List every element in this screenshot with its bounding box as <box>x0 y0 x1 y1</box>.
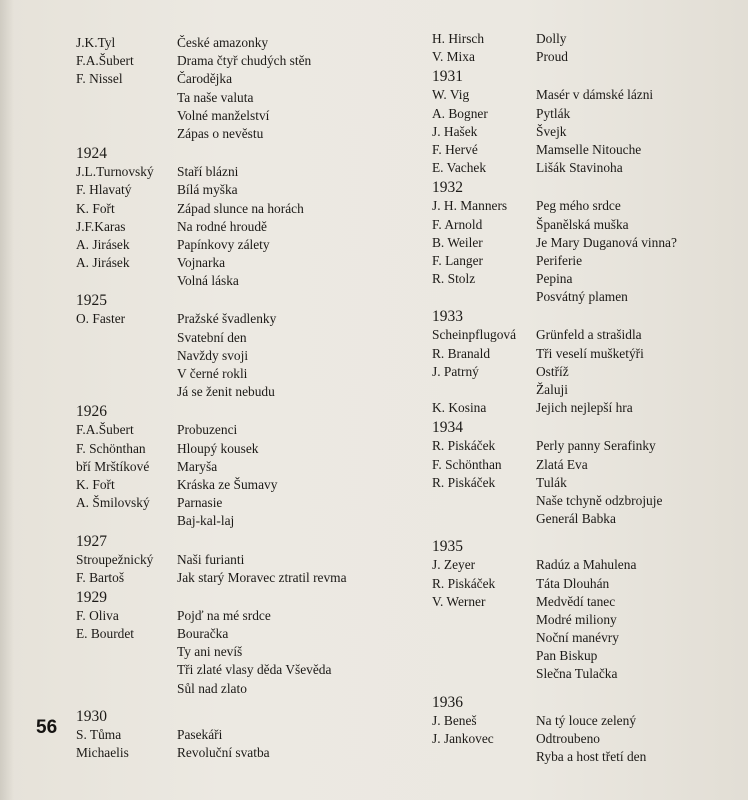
play-entry <box>432 456 588 474</box>
entry-author: R. Piskáček <box>432 474 496 490</box>
entry-author: Michaelis <box>76 745 129 760</box>
entry-title: Španělská muška <box>536 216 629 232</box>
play-entry <box>432 345 644 363</box>
entry-author: H. Hirsch <box>432 31 485 46</box>
entry-title: Zlatá Eva <box>536 456 588 472</box>
year-heading: 1930 <box>76 707 107 725</box>
play-entry <box>76 744 270 762</box>
spacer <box>432 528 463 536</box>
entry-title: Já se ženit nebudu <box>177 384 275 400</box>
entry-title: Posvátný plamen <box>536 289 628 305</box>
entry-author: V. Werner <box>432 593 486 609</box>
entry-title: Pan Biskup <box>536 648 598 664</box>
entry-title: Probuzenci <box>177 422 238 438</box>
entry-title: Švejk <box>536 123 567 139</box>
play-entry <box>432 288 628 306</box>
play-entry <box>432 593 616 611</box>
play-entry <box>76 476 278 494</box>
play-entry <box>432 86 654 104</box>
entry-title: Peg mého srdce <box>536 198 621 214</box>
entry-author: R. Branald <box>432 345 491 361</box>
play-entry <box>76 551 245 569</box>
entry-title: Modré miliony <box>536 611 617 627</box>
entry-title: Táta Dlouhán <box>536 575 610 591</box>
entry-author: Stroupežnický <box>76 551 154 567</box>
entry-title: Masér v dámské lázni <box>536 87 654 103</box>
entry-author: F.A.Šubert <box>76 53 134 69</box>
entry-author: F. Hervé <box>432 141 478 157</box>
play-entry <box>76 236 270 254</box>
entry-author: F.A.Šubert <box>76 422 134 438</box>
play-entry <box>76 70 233 88</box>
entry-author: A. Bogner <box>432 105 488 121</box>
entry-title: Staří blázni <box>177 164 239 180</box>
year-heading: 1924 <box>76 145 107 163</box>
right-column <box>432 30 677 766</box>
entry-author: A. Šmilovský <box>76 495 150 511</box>
play-entry <box>76 458 218 476</box>
play-entry <box>76 661 332 679</box>
entry-title: Naši furianti <box>177 551 245 567</box>
year-heading: 1931 <box>432 68 463 86</box>
entry-title: Kráska ze Šumavy <box>177 476 278 492</box>
entry-title: Radúz a Mahulena <box>536 557 637 573</box>
entry-title: Mamselle Nitouche <box>536 141 642 157</box>
year-heading: 1927 <box>76 532 107 550</box>
play-entry <box>432 748 647 766</box>
play-entry <box>432 363 569 381</box>
entry-title: Papínkovy zálety <box>177 236 270 252</box>
play-entry <box>432 474 567 492</box>
entry-author: F. Arnold <box>432 216 483 232</box>
entry-author: R. Piskáček <box>432 575 496 591</box>
year-heading: 1932 <box>432 179 463 197</box>
year-heading: 1935 <box>432 538 463 556</box>
entry-title: Je Mary Duganová vinna? <box>536 234 677 250</box>
entry-title: Medvědí tanec <box>536 593 616 609</box>
entry-author: A. Jirásek <box>76 236 130 252</box>
play-entry <box>76 125 264 143</box>
entry-title: Ostříž <box>536 363 569 379</box>
play-entry <box>76 107 270 125</box>
play-entry <box>432 556 637 574</box>
entry-title: Vojnarka <box>177 255 226 271</box>
entry-title: Slečna Tulačka <box>536 666 618 682</box>
entry-title: Bílá myška <box>177 182 238 198</box>
play-entry <box>432 510 616 528</box>
play-entry <box>432 326 642 344</box>
entry-title: Naše tchyně odzbrojuje <box>536 492 663 508</box>
play-entry <box>432 437 656 455</box>
play-entry <box>76 383 275 401</box>
play-entry <box>432 141 642 159</box>
play-entry <box>76 163 239 181</box>
entry-title: Maryša <box>177 458 218 474</box>
entry-author: bří Mrštíkové <box>76 458 150 474</box>
play-entry <box>432 575 610 593</box>
play-entry <box>432 399 633 417</box>
entry-author: K. Fořt <box>76 476 115 492</box>
year-heading: 1926 <box>76 403 107 421</box>
entry-title: Lišák Stavinoha <box>536 160 623 176</box>
entry-title: Ta naše valuta <box>177 89 254 105</box>
play-entry <box>432 270 573 288</box>
play-entry <box>76 625 229 643</box>
entry-title: Pytlák <box>536 105 571 121</box>
play-entry <box>432 730 600 748</box>
play-entry <box>432 234 677 252</box>
entry-title: Žaluji <box>536 382 568 397</box>
entry-author: J.F.Karas <box>76 218 126 234</box>
entry-author: F. Bartoš <box>76 569 125 585</box>
entry-author: R. Stolz <box>432 271 476 287</box>
play-entry <box>76 347 249 365</box>
entry-title: Západ slunce na horách <box>177 200 304 216</box>
page-gutter-shadow <box>0 0 14 800</box>
play-entry <box>76 421 238 439</box>
year-heading: 1934 <box>432 419 463 437</box>
entry-author: F. Schönthan <box>76 440 146 456</box>
entry-title: Ty ani nevíš <box>177 644 243 660</box>
play-entry <box>432 665 618 683</box>
play-entry <box>432 30 567 48</box>
year-heading: 1933 <box>432 308 463 326</box>
play-entry <box>76 365 248 383</box>
entry-title: Tři veselí mušketýři <box>536 345 644 361</box>
play-entry <box>432 381 568 399</box>
entry-title: Grünfeld a strašidla <box>536 327 642 343</box>
entry-author: F. Oliva <box>76 607 119 623</box>
entry-title: Sůl nad zlato <box>177 680 247 696</box>
entry-title: Zápas o nevěstu <box>177 125 264 141</box>
play-entry <box>432 105 571 123</box>
entry-author: K. Fořt <box>76 200 115 216</box>
entry-author: J. H. Manners <box>432 198 508 214</box>
entry-title: Baj-kal-laj <box>177 513 235 529</box>
entry-author: B. Weiler <box>432 234 483 250</box>
entry-author: E. Bourdet <box>76 626 135 642</box>
play-entry <box>432 123 567 141</box>
play-entry <box>76 329 247 347</box>
entry-author: A. Jirásek <box>76 255 130 271</box>
year-heading: 1936 <box>432 693 463 711</box>
entry-title: Volné manželství <box>177 107 270 123</box>
play-entry <box>432 492 663 510</box>
entry-title: Pražské švadlenky <box>177 311 277 327</box>
entry-title: České amazonky <box>177 35 269 50</box>
play-entry <box>432 629 619 647</box>
entry-title: Drama čtyř chudých stěn <box>177 53 312 69</box>
entry-author: J. Beneš <box>432 712 477 728</box>
play-entry <box>76 254 226 272</box>
left-column <box>76 34 347 762</box>
entry-author: J. Hašek <box>432 123 478 139</box>
entry-title: Pojď na mé srdce <box>177 607 271 623</box>
play-entry <box>76 89 254 107</box>
entry-title: Na tý louce zelený <box>536 712 637 728</box>
entry-title: Periferie <box>536 252 583 268</box>
entry-title: Parnasie <box>177 495 223 511</box>
entry-author: V. Mixa <box>432 49 475 65</box>
entry-title: Ryba a host třetí den <box>536 749 647 764</box>
entry-author: S. Tůma <box>76 726 122 742</box>
entry-author: K. Kosina <box>432 400 487 416</box>
play-entry <box>432 159 623 177</box>
entry-title: Generál Babka <box>536 511 616 527</box>
entry-author: Scheinpflugová <box>432 327 517 343</box>
entry-title: Hloupý kousek <box>177 440 259 456</box>
play-entry <box>76 569 347 587</box>
entry-title: Bouračka <box>177 626 229 642</box>
entry-title: Volná láska <box>177 273 239 289</box>
entry-author: F. Hlavatý <box>76 182 132 198</box>
page-number: 56 <box>36 717 58 738</box>
play-entry <box>432 197 621 215</box>
play-entry <box>432 712 637 730</box>
play-entry <box>76 726 223 744</box>
entry-title: Revoluční svatba <box>177 745 270 760</box>
entry-author: F. Langer <box>432 252 483 268</box>
play-entry <box>76 680 247 698</box>
entry-title: Čarodějka <box>177 71 233 87</box>
entry-title: V černé rokli <box>177 366 248 381</box>
play-entry <box>76 200 304 218</box>
play-entry <box>76 181 238 199</box>
play-entry <box>76 512 235 530</box>
spacer <box>76 698 107 706</box>
play-entry <box>76 643 243 661</box>
play-entry <box>432 216 629 234</box>
spacer <box>432 684 463 692</box>
entry-title: Odtroubeno <box>536 730 600 746</box>
entry-title: Tulák <box>536 474 567 490</box>
play-entry <box>76 272 239 290</box>
entry-author: W. Vig <box>432 87 470 103</box>
entry-author: J. Zeyer <box>432 557 476 573</box>
year-heading: 1929 <box>76 588 107 606</box>
entry-title: Svatební den <box>177 329 247 345</box>
entry-author: J. Jankovec <box>432 730 494 746</box>
play-entry <box>76 310 277 328</box>
entry-title: Jejich nejlepší hra <box>536 400 633 416</box>
entry-title: Perly panny Serafinky <box>536 438 656 454</box>
play-entry <box>76 440 259 458</box>
play-entry <box>76 218 267 236</box>
entry-title: Tři zlaté vlasy děda Vševěda <box>177 662 332 678</box>
entry-title: Pasekáři <box>177 726 223 742</box>
entry-author: F. Schönthan <box>432 456 502 472</box>
entry-title: Pepina <box>536 271 573 287</box>
play-entry <box>76 607 271 625</box>
play-entry <box>76 494 223 512</box>
play-entry <box>76 52 312 70</box>
entry-title: Na rodné hroudě <box>177 218 267 234</box>
play-entry <box>432 48 568 66</box>
play-entry <box>432 647 598 665</box>
entry-author: E. Vachek <box>432 160 487 176</box>
play-entry <box>432 252 583 270</box>
entry-author: J. Patrný <box>432 363 479 379</box>
entry-title: Navždy svoji <box>177 347 249 363</box>
play-entry <box>76 34 269 52</box>
entry-author: R. Piskáček <box>432 438 496 454</box>
entry-title: Proud <box>536 49 568 65</box>
year-heading: 1925 <box>76 292 107 310</box>
entry-author: O. Faster <box>76 311 126 327</box>
entry-author: J.L.Turnovský <box>76 164 154 180</box>
play-entry <box>432 611 617 629</box>
entry-title: Dolly <box>536 31 567 46</box>
entry-author: J.K.Tyl <box>76 35 116 50</box>
entry-author: F. Nissel <box>76 71 123 87</box>
entry-title: Jak starý Moravec ztratil revma <box>177 569 347 585</box>
entry-title: Noční manévry <box>536 630 619 646</box>
